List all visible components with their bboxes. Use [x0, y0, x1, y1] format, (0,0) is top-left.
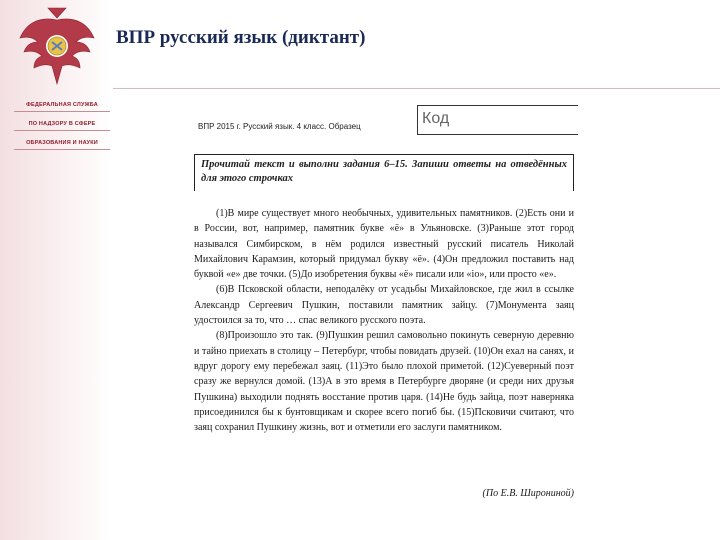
paragraph-1: (1)В мире существует много необычных, удивительных памятников. (2)Есть они и в России, вот, например, памятник букве «ё» в Ульяновске. (3)Раньше этот город назывался Симбирском, в нём родился известный русский писатель Николай Михайлович Карамзин, который придумал букву «ё». (4)Он предложил поставить над буквой «е» две точки. (5)До изобретения буквы «ё» писали или «io», или просто «е». — [194, 208, 574, 281]
org-line-1: ФЕДЕРАЛЬНАЯ СЛУЖБА — [14, 102, 110, 112]
paragraph-3: (8)Произошло это так. (9)Пушкин решил самовольно покинуть северную деревню и тайно приехать в столицу – Петербург, чтобы повидать друзей. (10)Он ехал на санях, и вдруг дорогу ему перебежал заяц. (11)Это было плохой приметой. (12)Суеверный поэт сразу же вернулся домой. (13)А в это время в Петербурге дворяне (и среди них друзья Пушкина) выходили поднять восстание против царя. (14)Не будь зайца, поэт наверняка присоединился бы к бунтовщикам и скорее всего погиб бы. (15)Псковичи считают, что заяц сохранил Пушкину жизнь, вот и отметили его заслуги памятником. — [194, 330, 574, 434]
document-header: ВПР 2015 г. Русский язык. 4 класс. Образец — [198, 122, 361, 131]
eagle-emblem-icon — [18, 6, 96, 90]
code-box — [417, 105, 578, 135]
org-line-3: ОБРАЗОВАНИЯ И НАУКИ — [14, 140, 110, 150]
organization-name — [14, 102, 110, 159]
org-line-2: ПО НАДЗОРУ В СФЕРЕ — [14, 121, 110, 131]
task-instructions: Прочитай текст и выполни задания 6–15. Запиши ответы на отведённых для этого строчках — [201, 159, 567, 184]
task-box — [194, 154, 574, 191]
code-label: Код — [422, 110, 450, 127]
paragraph-2: (6)В Псковской области, неподалёку от усадьбы Михайловское, где жил в ссылке Александр Сергеевич Пушкин, поставили памятник зайцу. (7)Монумента заяц удостоился за то, что … спас великого русского поэта. — [194, 284, 574, 327]
slide-title: ВПР русский язык (диктант) — [116, 27, 366, 48]
author-attribution: (По Е.В. Широниной) — [482, 488, 574, 499]
header-divider — [113, 88, 720, 89]
document-sheet — [190, 100, 582, 520]
dictation-text — [194, 206, 574, 435]
